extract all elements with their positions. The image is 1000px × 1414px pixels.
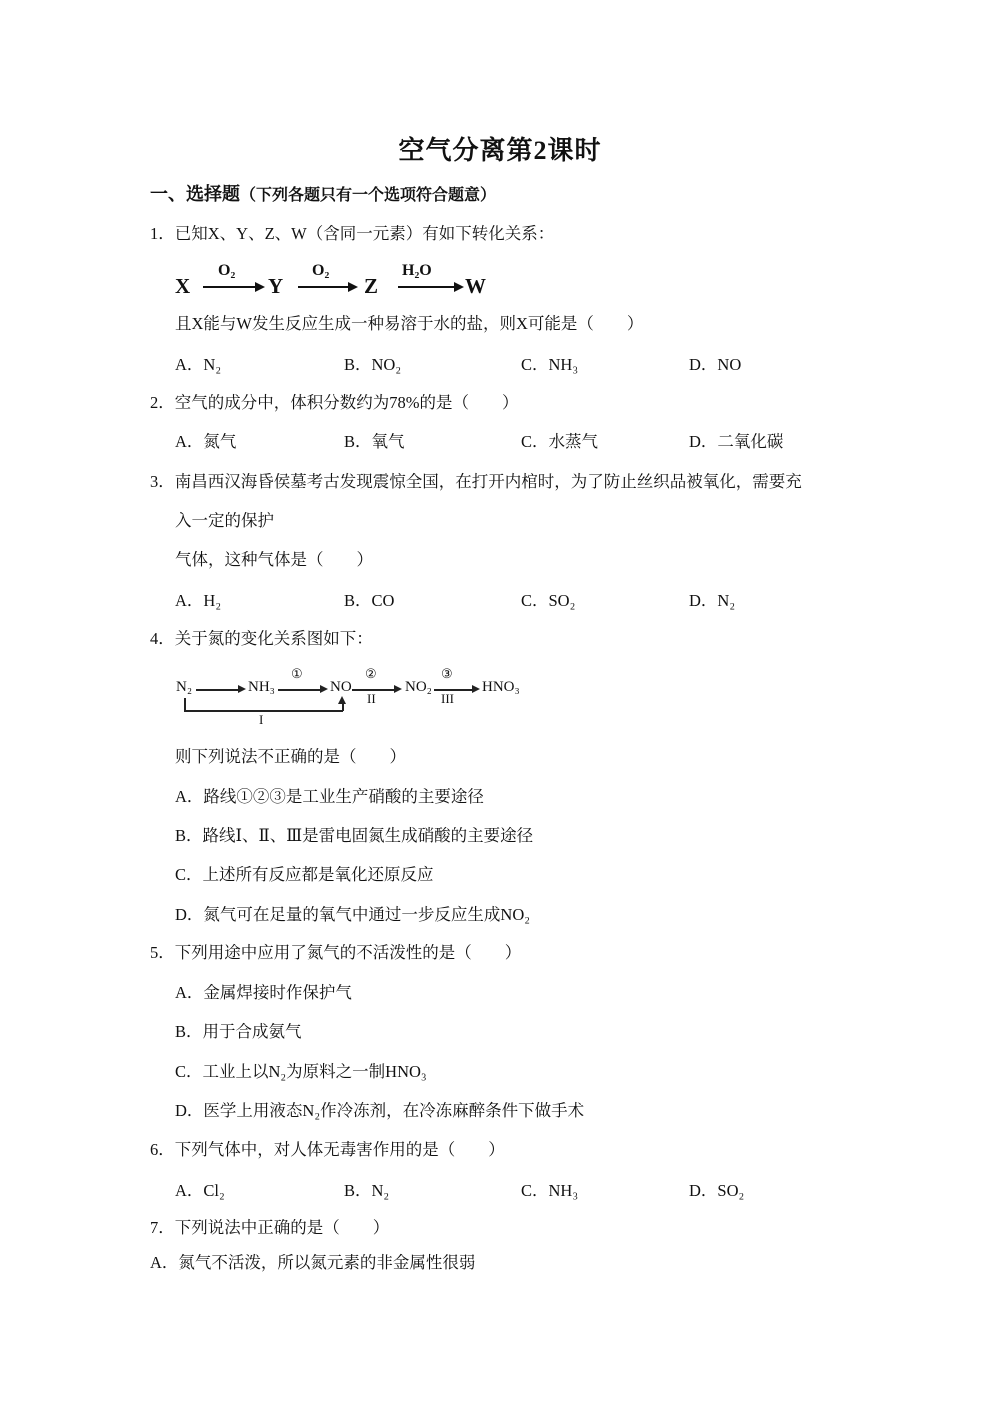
arrow-line bbox=[298, 286, 348, 288]
route-label-iii: III bbox=[441, 691, 454, 706]
species-x: X bbox=[175, 274, 191, 298]
route-label-3: ③ bbox=[441, 666, 453, 681]
arrow-line bbox=[352, 689, 394, 691]
question-1-option-a[interactable]: A．N₂ bbox=[175, 355, 222, 374]
question-4-option-d[interactable]: D．氮气可在足量的氧气中通过一步反应生成NO₂ bbox=[175, 905, 530, 924]
route-label-2: ② bbox=[365, 666, 377, 681]
question-4-option-c[interactable]: C．上述所有反应都是氧化还原反应 bbox=[175, 865, 434, 884]
question-3-stem: 3．南昌西汉海昏侯墓考古发现震惊全国，在打开内棺时，为了防止丝织品被氧化，需要充 bbox=[150, 472, 802, 491]
arrow-head-icon bbox=[348, 282, 358, 292]
reagent-o2-2: O₂ bbox=[312, 262, 330, 279]
question-5-option-a[interactable]: A．金属焊接时作保护气 bbox=[175, 983, 352, 1002]
route-label-ii: II bbox=[367, 691, 376, 706]
question-3-option-c[interactable]: C．SO₂ bbox=[521, 591, 576, 610]
question-5-option-c[interactable]: C．工业上以N₂为原料之一制HNO₃ bbox=[175, 1062, 427, 1081]
arrow-head-icon bbox=[472, 685, 480, 693]
route-label-1: ① bbox=[291, 666, 303, 681]
species-z: Z bbox=[364, 274, 379, 298]
species-hno3: HNO₃ bbox=[482, 679, 520, 695]
question-3-stem2: 气体，这种气体是（ ） bbox=[175, 550, 373, 569]
question-2-option-a[interactable]: A．氮气 bbox=[175, 432, 237, 451]
arrow-line bbox=[398, 286, 454, 288]
arrow-line bbox=[203, 286, 255, 288]
arrow-head-icon bbox=[454, 282, 464, 292]
question-1-stem: 1．已知X、Y、Z、W（含同一元素）有如下转化关系： bbox=[150, 224, 555, 243]
arrow-head-icon bbox=[255, 282, 265, 292]
species-w: W bbox=[465, 274, 486, 298]
question-4-option-b[interactable]: B．路线Ⅰ、Ⅱ、Ⅲ是雷电固氮生成硝酸的主要途径 bbox=[175, 826, 534, 845]
question-2-option-d[interactable]: D．二氧化碳 bbox=[689, 432, 784, 451]
question-7-stem: 7．下列说法中正确的是（ ） bbox=[150, 1218, 390, 1237]
species-n2: N₂ bbox=[176, 679, 193, 695]
question-2-option-b[interactable]: B．氧气 bbox=[344, 432, 405, 451]
question-2-stem: 2．空气的成分中，体积分数约为78%的是（ ） bbox=[150, 393, 519, 412]
section-heading-text: 一、选择题 bbox=[150, 184, 240, 204]
question-1-option-d[interactable]: D．NO bbox=[689, 355, 742, 374]
question-6-option-c[interactable]: C．NH₃ bbox=[521, 1181, 579, 1200]
arrow-line bbox=[434, 689, 472, 691]
question-6-stem: 6．下列气体中，对人体无毒害作用的是（ ） bbox=[150, 1140, 505, 1159]
question-6-option-b[interactable]: B．N₂ bbox=[344, 1181, 390, 1200]
question-3-option-d[interactable]: D．N₂ bbox=[689, 591, 736, 610]
arrow-line bbox=[278, 689, 320, 691]
section-note: （下列各题只有一个选项符合题意） bbox=[240, 187, 497, 204]
arrow-head-icon bbox=[320, 685, 328, 693]
question-3-option-a[interactable]: A．H₂ bbox=[175, 591, 222, 610]
arrow-head-icon bbox=[394, 685, 402, 693]
species-y: Y bbox=[268, 274, 284, 298]
question-5-stem: 5．下列用途中应用了氮气的不活泼性的是（ ） bbox=[150, 943, 522, 962]
question-4-option-a[interactable]: A．路线①②③是工业生产硝酸的主要途径 bbox=[175, 787, 484, 806]
route-line bbox=[184, 710, 343, 712]
question-2-option-c[interactable]: C．水蒸气 bbox=[521, 432, 599, 451]
arrow-line bbox=[196, 689, 238, 691]
arrow-head-icon bbox=[238, 685, 246, 693]
route-line bbox=[184, 698, 186, 710]
route-label-i: I bbox=[259, 712, 264, 727]
page-title: 空气分离第2课时 bbox=[398, 136, 602, 165]
question-6-option-d[interactable]: D．SO₂ bbox=[689, 1181, 745, 1200]
question-4-stem2: 则下列说法不正确的是（ ） bbox=[175, 747, 406, 766]
reagent-o2-1: O₂ bbox=[218, 262, 236, 279]
section-heading bbox=[150, 180, 496, 206]
question-1-option-c[interactable]: C．NH₃ bbox=[521, 355, 579, 374]
arrow-up-icon bbox=[338, 696, 346, 704]
species-nh3: NH₃ bbox=[248, 679, 275, 695]
reagent-h2o: H₂O bbox=[402, 262, 432, 279]
question-1-stem2: 且X能与W发生反应生成一种易溶于水的盐，则X可能是（ ） bbox=[175, 314, 644, 333]
question-4-stem: 4．关于氮的变化关系图如下： bbox=[150, 629, 373, 648]
question-7-option-a[interactable]: A．氮气不活泼，所以氮元素的非金属性很弱 bbox=[150, 1253, 476, 1272]
species-no: NO bbox=[330, 679, 352, 695]
question-6-option-a[interactable]: A．Cl₂ bbox=[175, 1181, 225, 1200]
species-no2: NO₂ bbox=[405, 679, 432, 695]
question-5-option-d[interactable]: D．医学上用液态N₂作冷冻剂，在冷冻麻醉条件下做手术 bbox=[175, 1101, 585, 1120]
question-1-option-b[interactable]: B．NO₂ bbox=[344, 355, 402, 374]
question-5-option-b[interactable]: B．用于合成氨气 bbox=[175, 1022, 302, 1041]
question-3-stem-continued: 入一定的保护 bbox=[175, 511, 274, 530]
question-3-option-b[interactable]: B．CO bbox=[344, 591, 395, 610]
